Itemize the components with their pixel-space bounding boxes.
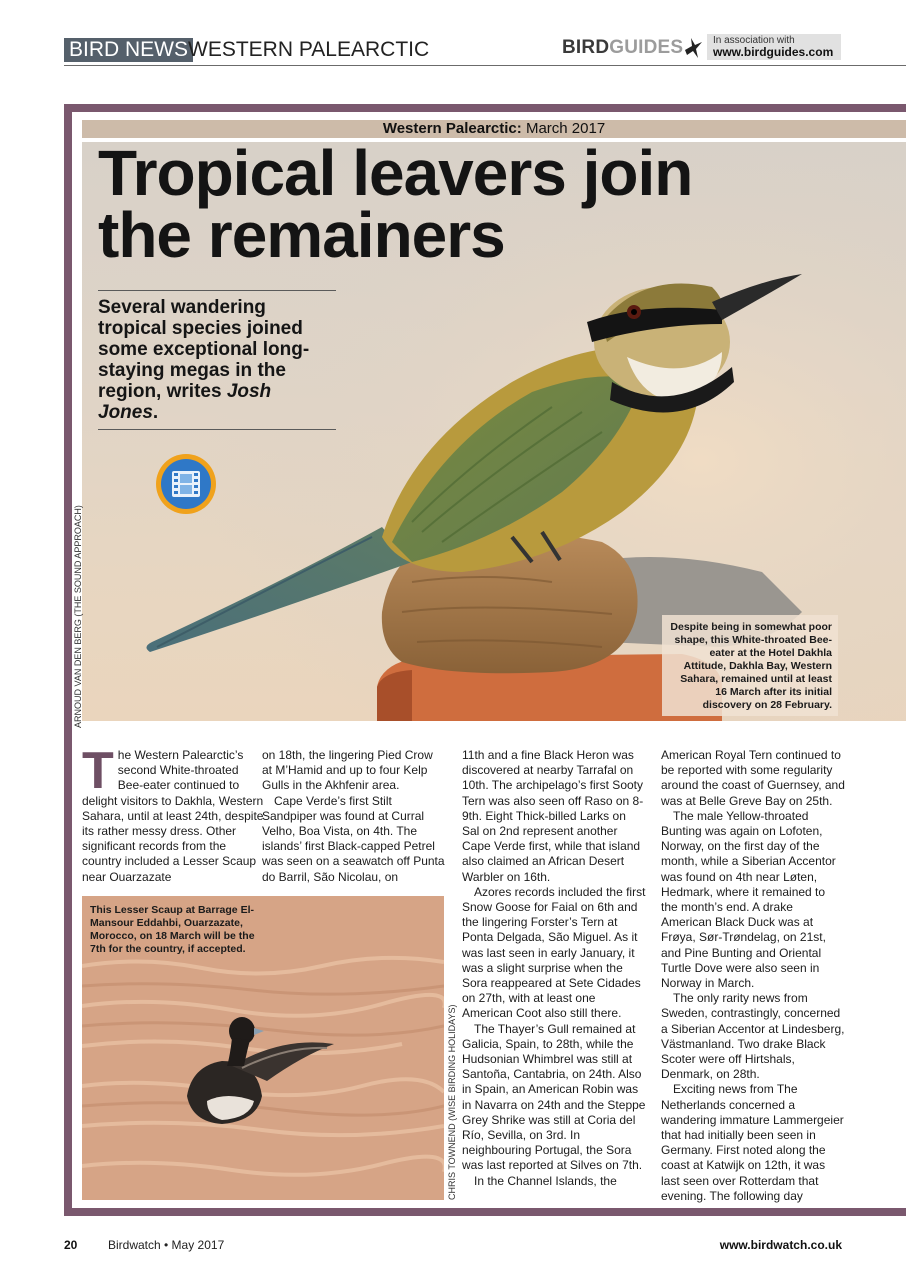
column-3-paragraph-4: In the Channel Islands, the: [474, 1173, 617, 1188]
author-name: Josh Jones: [98, 381, 272, 423]
column-4-paragraph-1: American Royal Tern continued to be reported with some regularity around the coast of Guernsey, and was at Belle Greve Bay on 25th.: [661, 748, 845, 808]
column-4-paragraph-4: Exciting news from The Netherlands concerned a wandering immature Lammergeier that had initially been seen in Germany. First noted along the coast at Katwijk on 12th, it was last seen over Rotterdam that evening. The following day: [661, 1082, 844, 1203]
column-4-paragraph-2: The male Yellow-throated Bunting was again on Lofoten, Norway, on the first day of the month, while a Siberian Accentor was found on 4th near Løten, Hedmark, where it remained to the month’s end. A drake American Black Duck was at Frøya, Sør-Trøndelag, on 21st, and Pine Bunting and Oriental Turtle Dove were also seen in Norway in March.: [661, 808, 836, 991]
section-name: WESTERN PALEARCTIC: [188, 38, 430, 61]
film-icon[interactable]: [154, 452, 218, 516]
column-2-paragraph-2: Cape Verde’s first Stilt Sandpiper was found at Curral Velho, Boa Vista, on 4th. The islands’ first Black-capped Petrel was seen on a seawatch off Punta do Barril, São Nicolau, on: [262, 793, 445, 884]
running-header: [64, 36, 906, 66]
body-column-3: [462, 748, 646, 1189]
brand-part1: BIRD: [562, 37, 610, 58]
column-2-paragraph-1: on 18th, the lingering Pied Crow at M’Hamid and up to four Kelp Gulls in the Akhfenir area.: [262, 748, 433, 793]
scaup-caption: This Lesser Scaup at Barrage El-Mansour Eddahbi, Ouarzazate, Morocco, on 18 March will be the 7th for the country, if accepted.: [90, 904, 255, 955]
website-link[interactable]: www.birdwatch.co.uk: [719, 1238, 842, 1252]
lesser-scaup-photo: [82, 896, 444, 1200]
column-1-paragraph: [82, 742, 266, 885]
standfirst-end: .: [152, 402, 159, 423]
headline: [98, 142, 798, 271]
hero-photo: [82, 142, 906, 721]
standfirst: [98, 290, 336, 430]
body-column-1: [82, 742, 266, 885]
page-number: 20: [64, 1238, 78, 1252]
magazine-issue: Birdwatch • May 2017: [108, 1238, 225, 1252]
region-strap: [82, 120, 906, 138]
drop-cap: T: [82, 742, 114, 800]
flying-bird-icon: [683, 36, 703, 60]
column-3-paragraph-1: 11th and a fine Black Heron was discovered at nearby Tarrafal on 10th. The archipelago’s first Sooty Tern was also seen off Raso on 8-9th. Eight Thick-billed Larks on Sal on 2nd represent another Cape Verde first, while that island also claimed an African Desert Warbler on 16th.: [462, 748, 644, 884]
section-tag: BIRD NEWS: [64, 38, 193, 62]
headline-line2: the remainers: [98, 199, 505, 271]
body-column-2: [262, 748, 446, 885]
association-url[interactable]: www.birdguides.com: [713, 45, 834, 59]
birdguides-logo[interactable]: [562, 37, 683, 59]
brand-part2: GUIDES: [609, 37, 684, 58]
column-1-text: he Western Palearctic’s second White-throated Bee-eater continued to delight visitors to Dakhla, Western Sahara, until at least 24th, despite its rather messy dress. Other significant records from the country included a Lesser Scaup near Ouarzazate: [82, 748, 264, 884]
body-column-4: [661, 748, 845, 1204]
hero-photo-credit: ARNOUD VAN DEN BERG (THE SOUND APPROACH): [73, 505, 83, 728]
standfirst-text: Several wandering tropical species joined some exceptional long-staying megas in the region, writes: [98, 297, 310, 402]
column-3-paragraph-2: Azores records included the first Snow Goose for Faial on 6th and the lingering Forster’s Tern at Ponta Delgada, São Miguel. As it was last seen in early January, it was a slight surprise when the Sora reappeared at Sete Cidades on 27th, with at least one American Coot also still there.: [462, 884, 646, 1021]
association-badge[interactable]: [707, 34, 841, 60]
headline-line1: Tropical leavers join: [98, 142, 693, 209]
association-label: In association with: [713, 35, 795, 46]
column-4-paragraph-3: The only rarity news from Sweden, contrastingly, concerned a Siberian Accentor at Lindesberg, Västmanland. Two drake Black Scoter were off Hirtshals, Denmark, on 28th.: [661, 991, 845, 1082]
hero-caption: Despite being in somewhat poor shape, this White-throated Bee-eater at the Hotel Dakhla Attitude, Dakhla Bay, Western Sahara, remained until at least 16 March after its initial discovery on 28 February.: [662, 615, 838, 716]
column-3-paragraph-3: The Thayer’s Gull remained at Galicia, Spain, to 28th, while the Hudsonian Whimbrel was still at Santoña, Cantabria, on 24th. Also in Spain, an American Robin was in Navarra on 24th and the Steppe Grey Shrike was still at Coria del Río, Sevilla, on 3rd. In neighbouring Portugal, the Sora was last reported at Silves on 7th.: [462, 1021, 646, 1173]
scaup-photo-credit: CHRIS TOWNEND (WISE BIRDING HOLIDAYS): [447, 1004, 457, 1200]
strap-period: March 2017: [525, 120, 606, 137]
strap-region: Western Palearctic:: [382, 120, 522, 137]
